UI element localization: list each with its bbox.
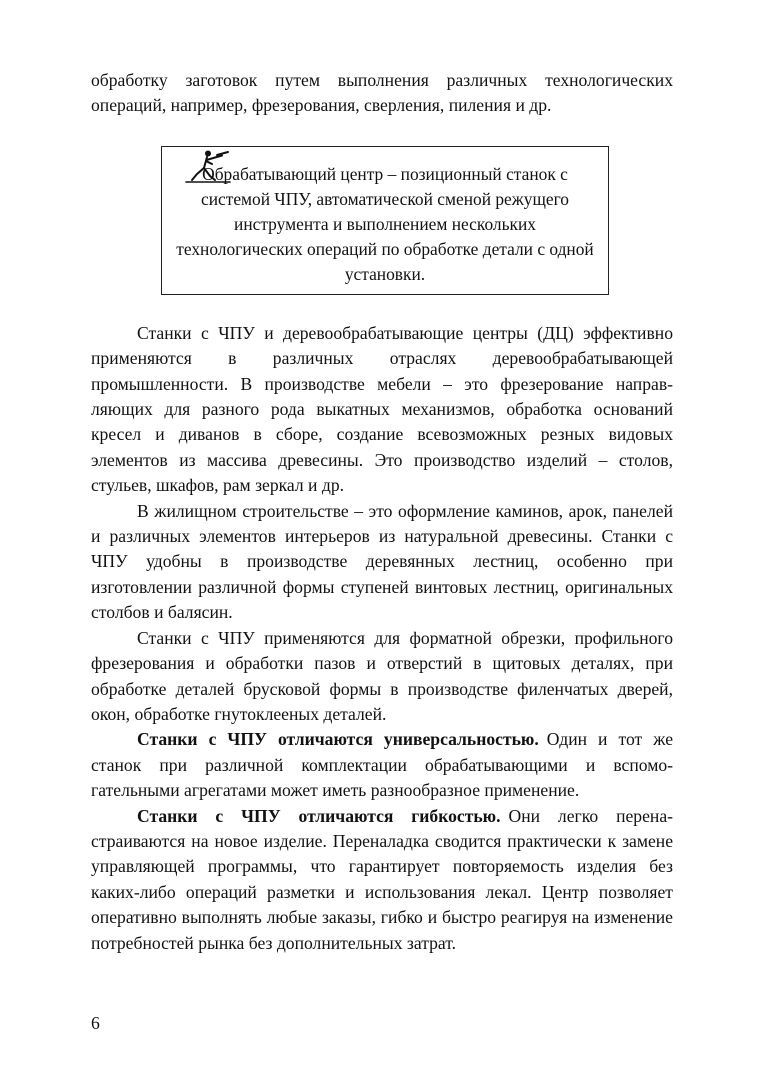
universality-text: Один и тот же станок при различной комплектации обрабатывающими и вспомогательными агрегатами может иметь разнообразное применение.: [91, 729, 673, 801]
intro-paragraph: обработку заготовок путем выполнения различных технологических операций, например, фрезерования, сверления, пиления и др.: [91, 70, 673, 116]
worker-with-tool-icon: [184, 149, 234, 185]
flexibility-heading: Станки с ЧПУ отличаются гибкостью.: [137, 805, 501, 826]
page-number: 6: [91, 1013, 100, 1033]
paragraph-cnc-industries: Станки с ЧПУ и деревообрабатывающие центры (ДЦ) эффективно применяются в различных отраслях деревообрабатывающей промышленности. В производстве мебели – это фрезерование направляющих для разного рода выкатных механизмов, обработка оснований кресел и диванов в сборе, создание всевозможных резных видовых элементов из массива древесины. Это производство изделий – столов, стульев, шкафов, рам зеркал и др.: [91, 322, 673, 496]
definition-box: [161, 146, 609, 295]
definition-text: Обрабатывающий центр – позиционный станок с системой ЧПУ, автоматической сменой режущего инструмента и выполнением нескольких технологических операций по обработке детали с одной установки.: [176, 163, 594, 284]
paragraph-housing-construction: В жилищном строительстве – это оформление каминов, арок, панелей и различных элементов интерьеров из натуральной древесины. Станки с ЧПУ удобны в производстве деревянных лестниц, особенно при изготовлении различной формы ступеней винтовых лестниц, оригинальных столбов и балясин.: [91, 500, 673, 623]
paragraph-flexibility: [91, 804, 673, 956]
flexibility-text: Они легко перенастраиваются на новое изделие. Переналадка сводится практически к замене управляющей программы, что гарантирует повторяемость изделия без каких-либо операций разметки и использования лекал. Центр позволяет оперативно выполнять любые заказы, гибко и быстро реагируя на изменение потребностей рынка без дополнительных затрат.: [91, 805, 673, 953]
universality-heading: Станки с ЧПУ отличаются универсальностью.: [137, 729, 539, 750]
page-content: [91, 68, 673, 956]
paragraph-universality: [91, 727, 673, 803]
paragraph-format-cutting: Станки с ЧПУ применяются для форматной обрезки, профильного фрезерования и обработки пазов и отверстий в щитовых деталях, при обработке деталей брусковой формы в производстве филенчатых дверей, окон, обработке гнутоклееных деталей.: [91, 627, 673, 724]
